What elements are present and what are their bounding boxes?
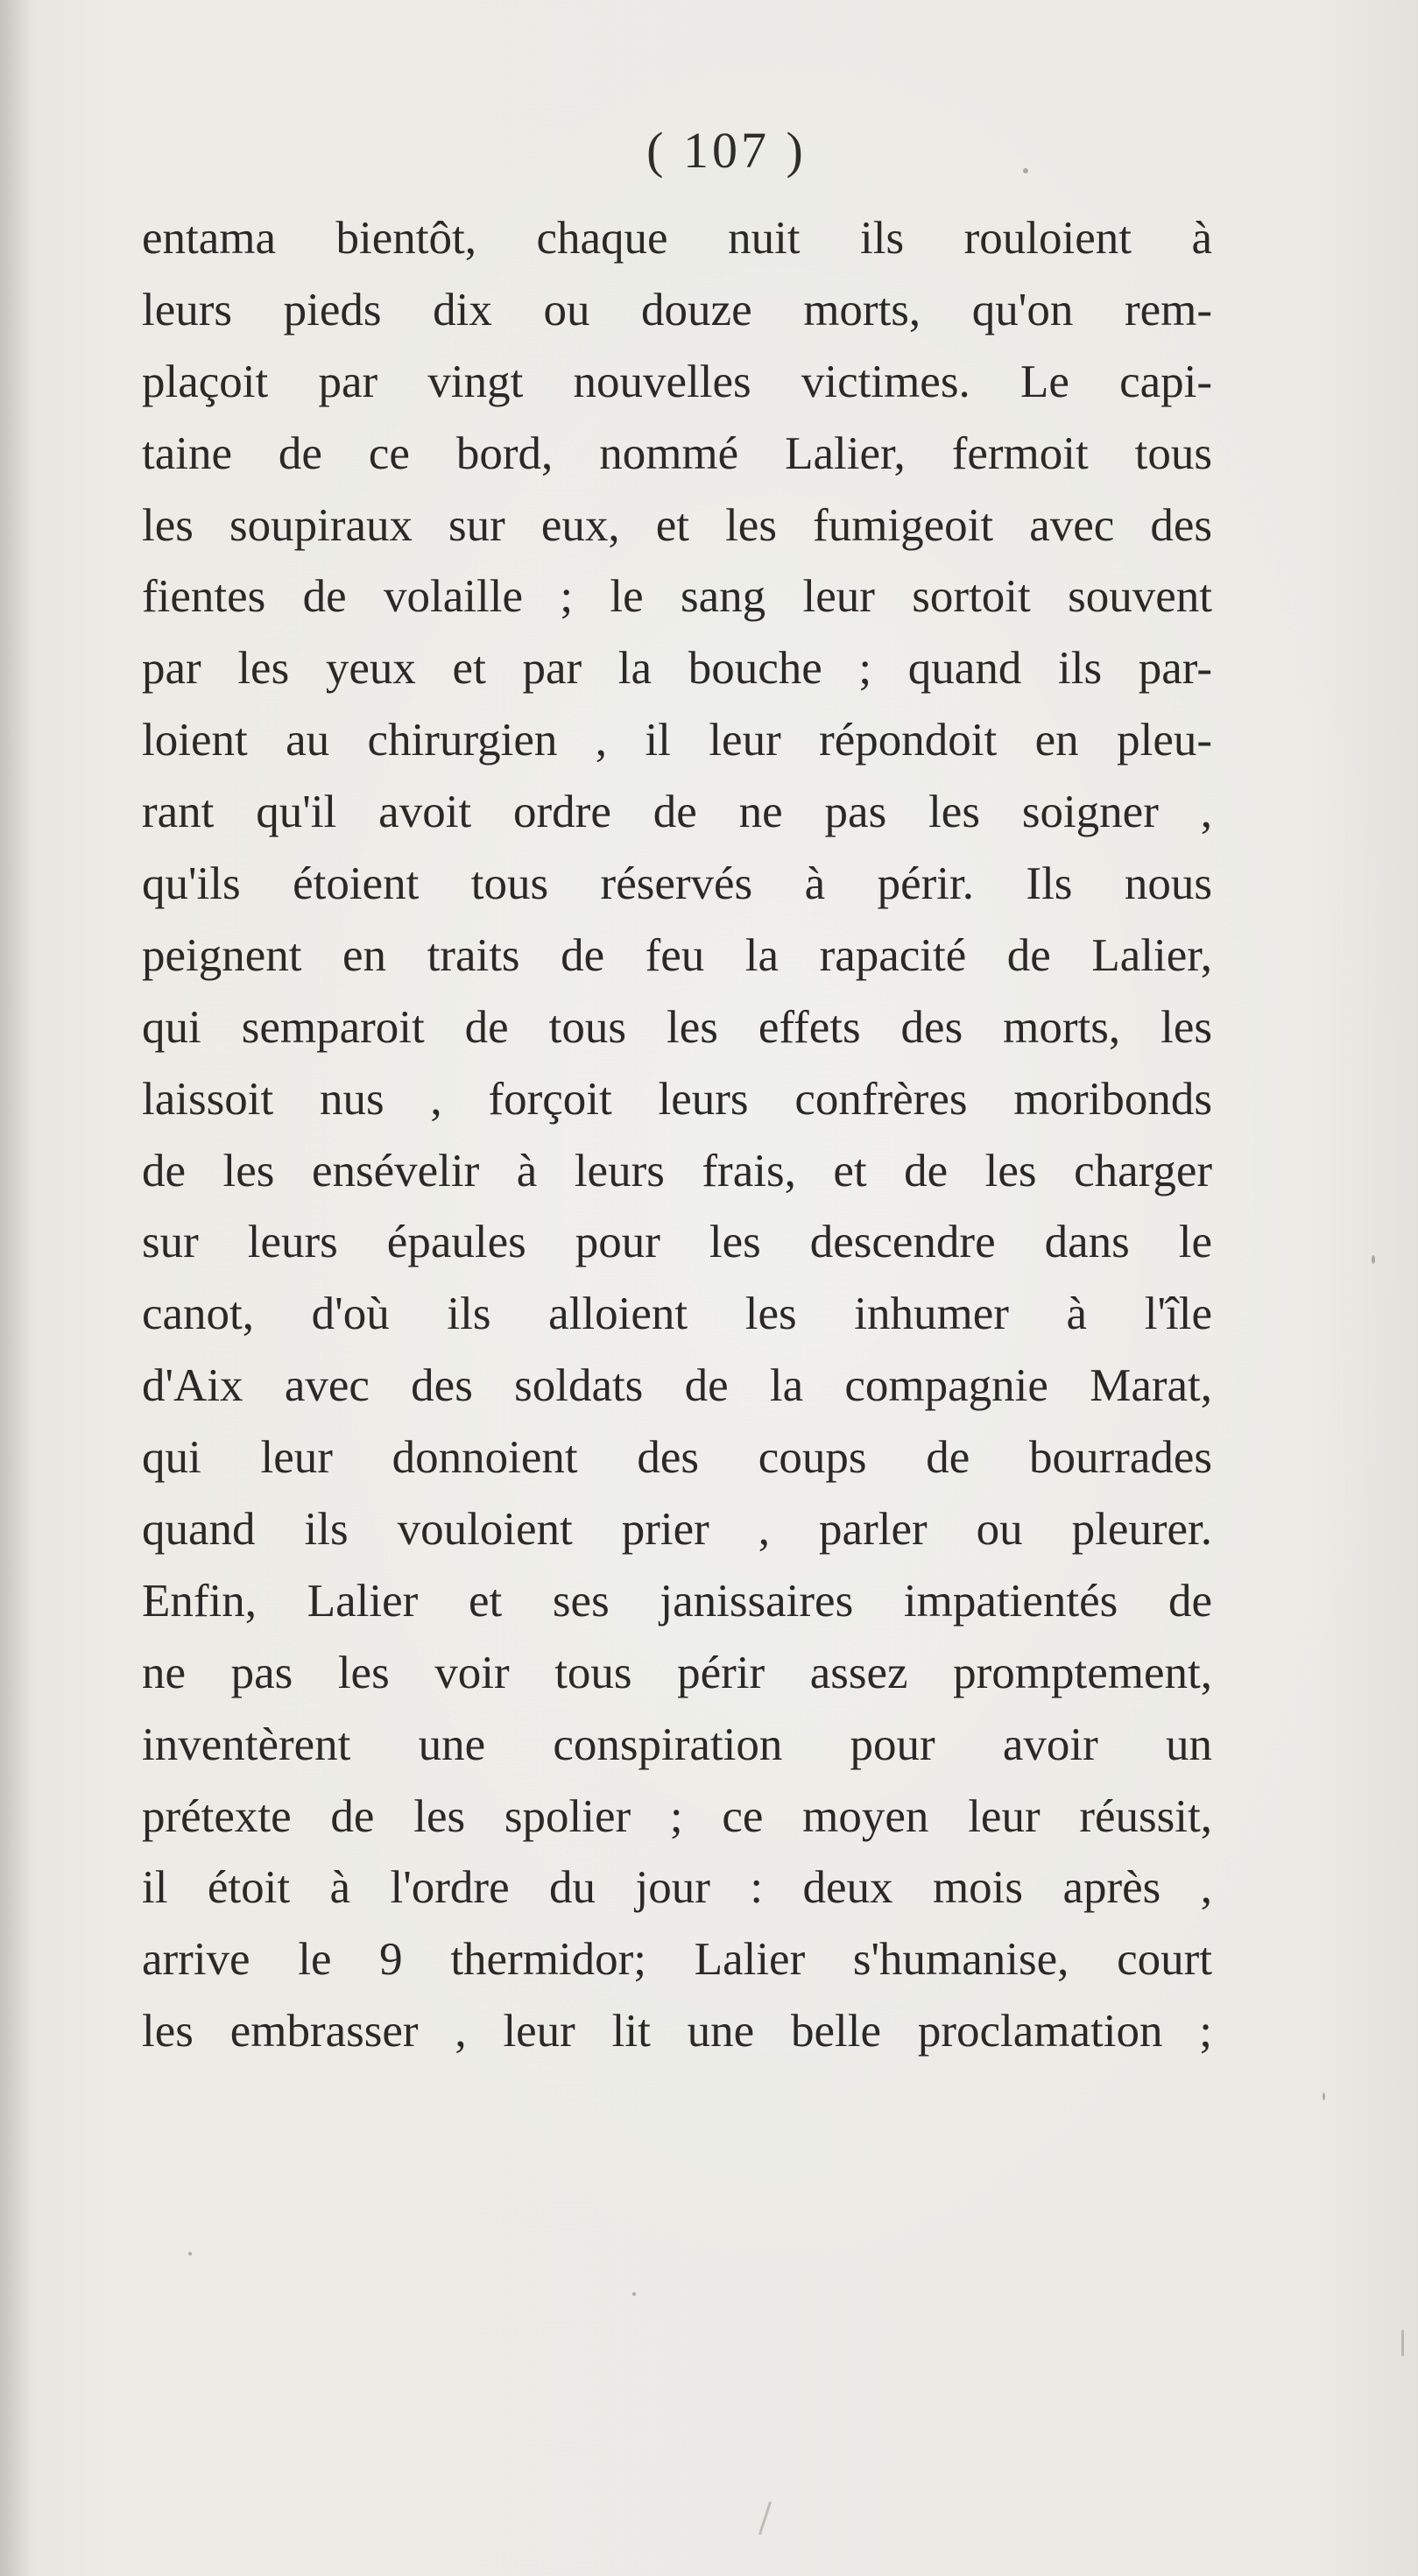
text-line: peignent en traits de feu la rapacité de Lalier, bbox=[142, 929, 1212, 981]
text-line: canot, d'où ils alloient les inhumer à l'île bbox=[142, 1288, 1212, 1340]
text-line: prétexte de les spolier ; ce moyen leur réussit, bbox=[142, 1790, 1212, 1842]
text-line: inventèrent une conspiration pour avoir un bbox=[142, 1719, 1212, 1770]
text-line: loient au chirurgien , il leur répondoit en pleu- bbox=[142, 715, 1212, 766]
paper-speck bbox=[1401, 2330, 1404, 2356]
text-line: leurs pieds dix ou douze morts, qu'on rem- bbox=[142, 284, 1212, 335]
text-line: il étoit à l'ordre du jour : deux mois après , bbox=[142, 1862, 1212, 1914]
text-line: fientes de volaille ; le sang leur sortoit souvent bbox=[142, 571, 1212, 623]
paper-speck bbox=[1323, 2093, 1325, 2100]
text-line: les soupiraux sur eux, et les fumigeoit avec des bbox=[142, 499, 1212, 551]
text-line: qui leur donnoient des coups de bourrades bbox=[142, 1432, 1212, 1484]
binding-gutter-shadow bbox=[0, 0, 32, 2576]
paper-speck bbox=[1372, 1255, 1375, 1264]
page-number: ( 107 ) bbox=[646, 122, 807, 179]
text-line: ne pas les voir tous périr assez promptement, bbox=[142, 1647, 1212, 1698]
body-text bbox=[142, 203, 1212, 2068]
text-line: sur leurs épaules pour les descendre dans le bbox=[142, 1217, 1212, 1268]
text-line: laissoit nus , forçoit leurs confrères moribonds bbox=[142, 1073, 1212, 1125]
text-line: taine de ce bord, nommé Lalier, fermoit tous bbox=[142, 427, 1212, 479]
text-line: d'Aix avec des soldats de la compagnie Marat, bbox=[142, 1360, 1212, 1412]
text-line: quand ils vouloient prier , parler ou pleurer. bbox=[142, 1504, 1212, 1556]
text-line: plaçoit par vingt nouvelles victimes. Le capi- bbox=[142, 356, 1212, 407]
text-line: entama bientôt, chaque nuit ils rouloient à bbox=[142, 213, 1212, 264]
paper-speck bbox=[1023, 168, 1028, 173]
text-line: par les yeux et par la bouche ; quand ils par- bbox=[142, 643, 1212, 695]
text-line: Enfin, Lalier et ses janissaires impatientés de bbox=[142, 1575, 1212, 1627]
text-line: rant qu'il avoit ordre de ne pas les soigner , bbox=[142, 787, 1212, 838]
text-line: arrive le 9 thermidor; Lalier s'humanise, court bbox=[142, 1934, 1212, 1986]
text-line: qui semparoit de tous les effets des morts, les bbox=[142, 1001, 1212, 1053]
paper-speck bbox=[632, 2292, 636, 2296]
text-line: les embrasser , leur lit une belle proclamation ; bbox=[142, 2006, 1212, 2057]
text-line: qu'ils étoient tous réservés à périr. Ils nous bbox=[142, 858, 1212, 910]
paper-speck bbox=[758, 2502, 772, 2536]
paper-speck bbox=[188, 2252, 192, 2255]
text-line: de les ensévelir à leurs frais, et de les charger bbox=[142, 1145, 1212, 1196]
